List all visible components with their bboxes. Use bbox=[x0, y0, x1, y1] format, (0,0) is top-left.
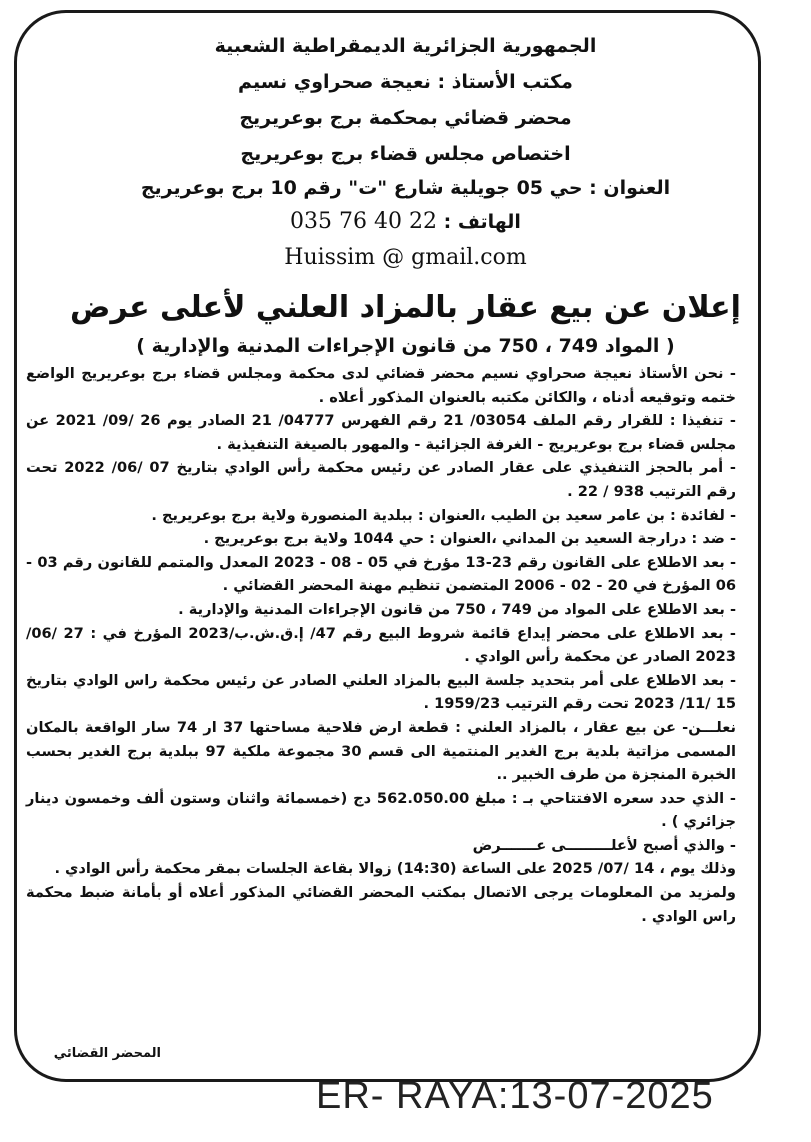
jurisdiction: اختصاص مجلس قضاء برج بوعريريج bbox=[240, 143, 571, 165]
notice-title: إعلان عن بيع عقار بالمزاد العلني لأعلى عرض bbox=[70, 290, 741, 325]
signature: المحضر القضائي bbox=[53, 1046, 161, 1061]
republic-heading: الجمهورية الجزائرية الديمقراطية الشعبية bbox=[214, 35, 597, 57]
paragraph-contact: ولمزيد من المعلومات يرجى الاتصال بمكتب المحضر القضائي المذكور أعلاه أو بأمانة ضبط محكمة راس الوادي . bbox=[26, 884, 736, 925]
email-address: Huissim @ gmail.com bbox=[284, 245, 527, 270]
paragraph-articles: - بعد الاطلاع على المواد من 749 ، 750 من قانون الإجراءات المدنية والإدارية . bbox=[178, 600, 736, 618]
notice-subtitle: ( المواد 749 ، 750 من قانون الإجراءات المدنية والإدارية ) bbox=[136, 335, 675, 357]
paragraph-bailiff: - نحن الأستاذ نعيجة صحراوي نسيم محضر قضائي لدى محكمة ومجلس قضاء برج بوعريريج الواضع ختمه وتوقيعه أدناه ، والكائن مكتبه بالعنوان المذكور أعلاه . bbox=[26, 365, 736, 406]
paragraph-beneficiary: - لفائدة : بن عامر سعيد بن الطيب ،العنوان : ببلدية المنصورة ولاية برج بوعريريج . bbox=[151, 506, 736, 524]
paragraph-law-reference: - بعد الاطلاع على القانون رقم 23-13 مؤرخ في 05 - 08 - 2023 المعدل والمتمم للقانون رقم 03 - 06 المؤرخ في 20 - 02 - 2006 المتضمن تنظيم مهنة المحضر القضائي . bbox=[26, 553, 737, 595]
paragraph-against: - ضد : درارجة السعيد بن المداني ،العنوان : حي 1044 ولاية برج بوعريريج . bbox=[203, 530, 736, 548]
paragraph-execution: - تنفيذا : للقرار رقم الملف 03054/ 21 رقم الفهرس 04777/ 21 الصادر يوم 26 /09/ 2021 عن مجلس قضاء برج بوعريريج - الغرفة الجزائية - والمهور بالصيغة التنفيذية . bbox=[26, 412, 736, 453]
paragraph-hearing-order: - بعد الاطلاع على أمر بتحديد جلسة البيع بالمزاد العلني الصادر عن رئيس محكمة راس الوادي بتاريخ 15 /11/ 2023 تحت رقم الترتيب 1959/23 . bbox=[26, 671, 736, 713]
paragraph-sale-conditions: - بعد الاطلاع على محضر إيداع قائمة شروط البيع رقم 47/ إ.ق.ش.ب/2023 المؤرخ في : 27 /06/ 2023 الصادر عن محكمة رأس الوادي . bbox=[26, 624, 736, 666]
paragraph-property: نعلـــن- عن بيع عقار ، بالمزاد العلني : قطعة ارض فلاحية مساحتها 37 ار 74 سار الواقعة بالمكان المسمى مزاتية بلدية برج الغدير المنتمية الى قسم 30 مجموعة ملكية 97 ببلدية برج الغدير بحسب الخبرة المنجزة من طرف الخبير .. bbox=[26, 718, 736, 784]
phone-line bbox=[0, 210, 811, 234]
notice-body bbox=[26, 362, 736, 928]
paragraph-opening-price: - الذي حدد سعره الافتتاحي بـ : مبلغ 562.050.00 دج (خمسمائة واثنان وستون ألف وخمسون دينار جزائري ) . bbox=[26, 789, 736, 831]
phone-label: الهاتف : bbox=[443, 211, 521, 233]
paragraph-auction-date: وذلك يوم ، 14 /07/ 2025 على الساعة (14:30) زوالا بقاعة الجلسات بمقر محكمة رأس الوادي . bbox=[54, 860, 736, 878]
phone-number: 035 76 40 22 bbox=[290, 209, 437, 234]
paragraph-highest-bid: - والذي أصبح لأعلـــــــــى عـــــــرض bbox=[472, 836, 736, 854]
publication-stamp: ER- RAYA:13-07-2025 bbox=[316, 1075, 714, 1117]
address: العنوان : حي 05 جويلية شارع "ت" رقم 10 برج بوعريريج bbox=[140, 177, 671, 199]
bailiff-court: محضر قضائي بمحكمة برج بوعريريج bbox=[239, 107, 572, 129]
paragraph-seizure-order: - أمر بالحجز التنفيذي على عقار الصادر عن رئيس محكمة رأس الوادي بتاريخ 07 /06/ 2022 تحت رقم الترتيب 938 / 22 . bbox=[26, 459, 736, 500]
office-name: مكتب الأستاذ : نعيجة صحراوي نسيم bbox=[238, 71, 573, 93]
